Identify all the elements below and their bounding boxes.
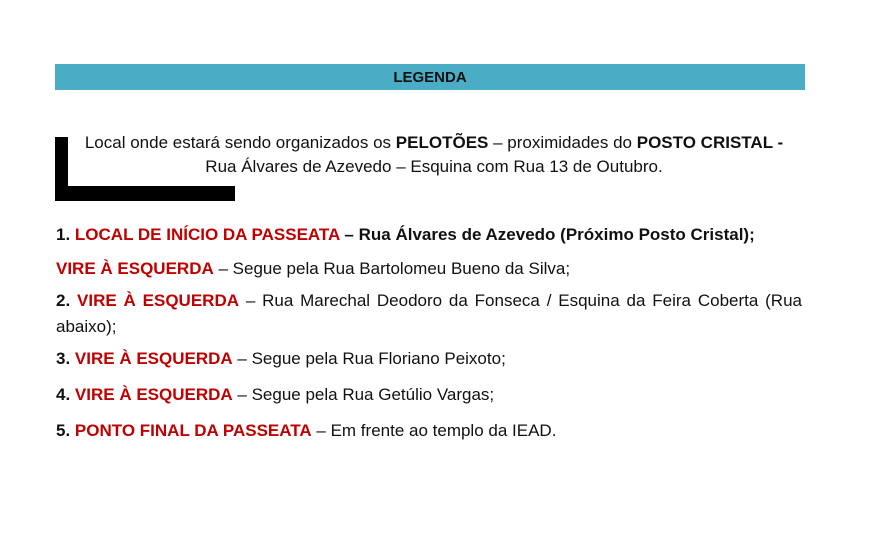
- step-number: 3.: [56, 349, 71, 368]
- step-text: – Em frente ao templo da IEAD.: [311, 421, 557, 440]
- legend-title: LEGENDA: [393, 68, 467, 86]
- legend-text-3: Rua Álvares de Azevedo – Esquina com Rua 13 de Outubro.: [205, 157, 663, 176]
- step-number: 2.: [56, 291, 71, 310]
- legend-bold-posto: POSTO CRISTAL -: [636, 133, 784, 152]
- step-label: VIRE À ESQUERDA: [74, 385, 233, 404]
- step-1: [56, 222, 802, 248]
- route-steps: [56, 222, 802, 444]
- step-4: [56, 382, 802, 408]
- legend-text-2: – proximidades do: [488, 133, 633, 152]
- step-turn: [56, 256, 802, 282]
- step-text: – Rua Álvares de Azevedo (Próximo Posto Cristal);: [339, 225, 755, 244]
- step-2: [56, 288, 802, 340]
- step-number: 1.: [56, 225, 71, 244]
- step-number: 4.: [56, 385, 71, 404]
- step-label: PONTO FINAL DA PASSEATA: [74, 421, 312, 440]
- step-label: VIRE À ESQUERDA: [77, 291, 239, 310]
- location-marker-icon-horizontal: [55, 186, 235, 201]
- step-text: – Segue pela Rua Floriano Peixoto;: [232, 349, 506, 368]
- legend-header: [55, 64, 805, 90]
- step-text: – Segue pela Rua Bartolomeu Bueno da Silva;: [213, 259, 571, 278]
- step-label: VIRE À ESQUERDA: [74, 349, 233, 368]
- legend-description: [75, 131, 793, 179]
- legend-text-1: Local onde estará sendo organizados os: [84, 133, 392, 152]
- step-3: [56, 346, 802, 372]
- step-text: – Rua Marechal Deodoro da Fonseca / Esquina da Feira Coberta (Rua abaixo);: [56, 291, 802, 336]
- step-text: – Segue pela Rua Getúlio Vargas;: [232, 385, 495, 404]
- legend-bold-pelotoes: PELOTÕES: [395, 133, 489, 152]
- step-label: VIRE À ESQUERDA: [56, 259, 214, 278]
- step-number: 5.: [56, 421, 71, 440]
- step-label: LOCAL DE INÍCIO DA PASSEATA: [74, 225, 340, 244]
- step-5: [56, 418, 802, 444]
